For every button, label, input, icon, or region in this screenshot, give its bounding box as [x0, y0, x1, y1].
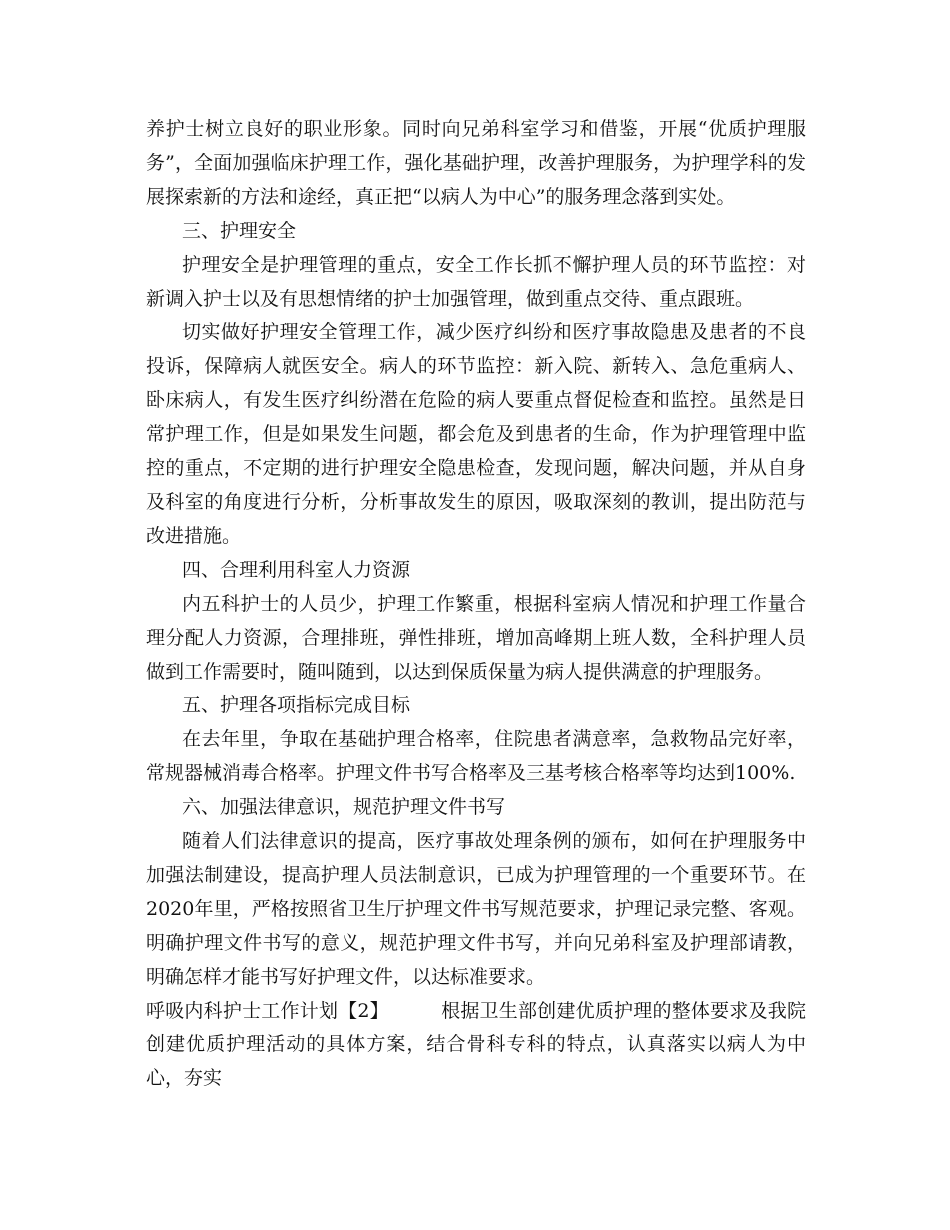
section-two-intro: 根据卫生部创建优质护理的整体要求及我院创建优质护理活动的具体方案，结合骨科专科的特点，认真落实以病人为中心，夯实	[146, 999, 806, 1090]
paragraph-professional-image: 养护士树立良好的职业形象。同时向兄弟科室学习和借鉴，开展“优质护理服务”，全面加强临床护理工作，强化基础护理，改善护理服务，为护理学科的发展探索新的方法和途经，真正把“以病人为中心”的服务理念落到实处。	[146, 118, 806, 208]
paragraph-section-two	[146, 995, 806, 1097]
heading-human-resources: 四、合理利用科室人力资源	[182, 558, 411, 581]
document-body	[146, 113, 806, 1096]
paragraph-safety-monitoring: 切实做好护理安全管理工作，减少医疗纠纷和医疗事故隐患及患者的不良投诉，保障病人就医安全。病人的环节监控：新入院、新转入、急危重病人、卧床病人，有发生医疗纠纷潜在危险的病人要重点督促检查和监控。虽然是日常护理工作，但是如果发生问题，都会危及到患者的生命，作为护理管理中监控的重点，不定期的进行护理安全隐患检查，发现问题，解决问题，并从自身及科室的角度进行分析，分析事故发生的原因，吸取深刻的教训，提出防范与改进措施。	[146, 321, 806, 547]
paragraph-human-resources: 内五科护士的人员少，护理工作繁重，根据科室病人情况和护理工作量合理分配人力资源，合理排班，弹性排班，增加高峰期上班人数，全科护理人员做到工作需要时，随叫随到，以达到保质保量为病人提供满意的护理服务。	[146, 592, 806, 683]
section-two-title: 呼吸内科护士工作计划【2】	[146, 999, 389, 1022]
heading-nursing-safety: 三、护理安全	[182, 219, 297, 242]
paragraph-legal-awareness: 随着人们法律意识的提高，医疗事故处理条例的颁布，如何在护理服务中加强法制建设，提高护理人员法制意识，已成为护理管理的一个重要环节。在2020年里，严格按照省卫生厅护理文件书写规范要求，护理记录完整、客观。明确护理文件书写的意义，规范护理文件书写，并向兄弟科室及护理部请教，明确怎样才能书写好护理文件，以达标准要求。	[146, 830, 806, 988]
heading-nursing-indicators: 五、护理各项指标完成目标	[182, 694, 411, 717]
paragraph-nursing-indicators: 在去年里，争取在基础护理合格率，住院患者满意率，急救物品完好率，常规器械消毒合格率。护理文件书写合格率及三基考核合格率等均达到100%.	[146, 728, 806, 785]
paragraph-safety-management: 护理安全是护理管理的重点，安全工作长抓不懈护理人员的环节监控：对新调入护士以及有思想情绪的护士加强管理，做到重点交待、重点跟班。	[146, 253, 806, 310]
heading-legal-awareness: 六、加强法律意识，规范护理文件书写	[182, 796, 506, 819]
